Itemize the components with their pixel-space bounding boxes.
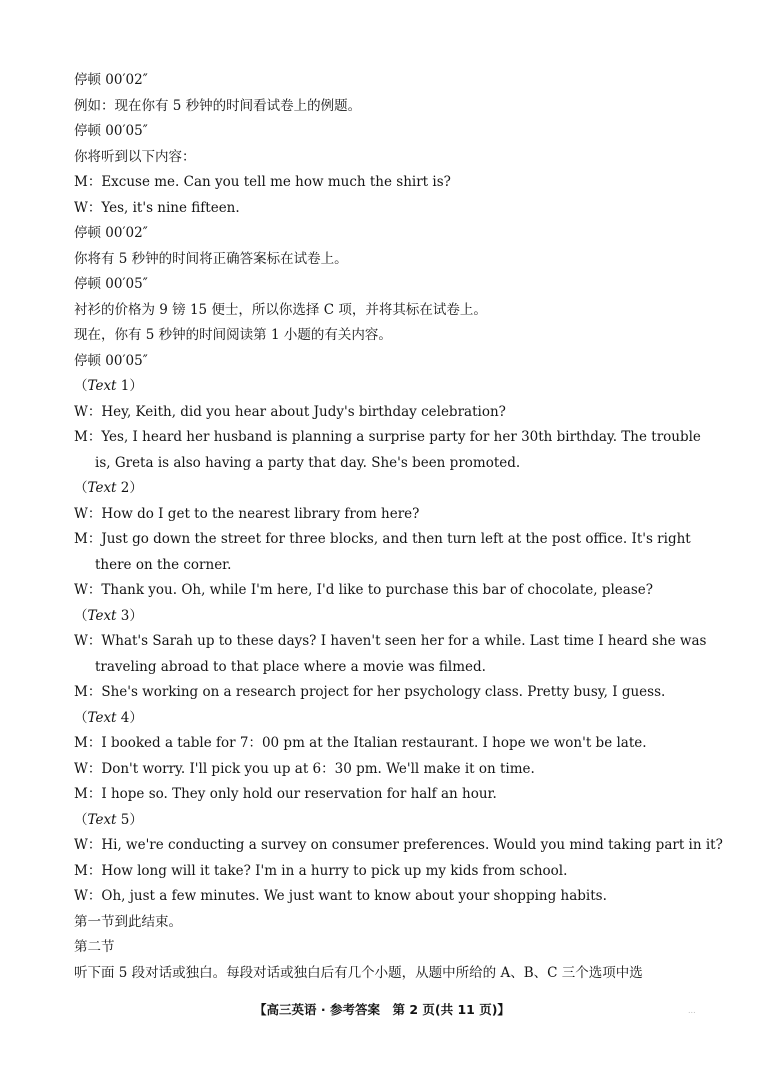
pause-line: 停顿 00′02″ [74,72,148,88]
dialogue-line: W：Thank you. Oh, while I'm here, I'd like to purchase this bar of chocolate, please? [74,582,653,598]
text-4-label: （Text 4） [74,710,143,726]
dialogue-line: M：I booked a table for 7：00 pm at the Italian restaurant. I hope we won't be late. [74,735,647,751]
dialogue-continuation: there on the corner. [95,557,232,573]
dialogue-line: W：Don't worry. I'll pick you up at 6：30 pm. We'll make it on time. [74,761,535,777]
text-5-label: （Text 5） [74,812,143,828]
dialogue-line: M：Excuse me. Can you tell me how much the shirt is? [74,174,451,190]
text-2-label: （Text 2） [74,480,143,496]
text-1-label: （Text 1） [74,378,143,394]
pause-line: 停顿 00′05″ [74,123,148,139]
instruction-line: 你将有 5 秒钟的时间将正确答案标在试卷上。 [74,251,348,267]
pause-line: 停顿 00′05″ [74,353,148,369]
dialogue-line: W：Hi, we're conducting a survey on consumer preferences. Would you mind taking part in it? [74,837,723,853]
section-heading: 第二节 [74,939,115,955]
dialogue-line: M：She's working on a research project for her psychology class. Pretty busy, I guess. [74,684,666,700]
section-end-line: 第一节到此结束。 [74,914,182,930]
dialogue-line: W：Hey, Keith, did you hear about Judy's birthday celebration? [74,404,506,420]
instruction-line: 你将听到以下内容： [74,149,196,165]
dialogue-line: M：Just go down the street for three blocks, and then turn left at the post office. It's right [74,531,691,547]
pause-line: 停顿 00′02″ [74,225,148,241]
explanation-line: 衬衫的价格为 9 镑 15 便士，所以你选择 C 项，并将其标在试卷上。 [74,302,487,318]
dialogue-continuation: is, Greta is also having a party that day. She's been promoted. [95,455,521,471]
dialogue-line: W：How do I get to the nearest library from here? [74,506,420,522]
dialogue-line: M：Yes, I heard her husband is planning a surprise party for her 30th birthday. The trouble [74,429,701,445]
dialogue-continuation: traveling abroad to that place where a movie was filmed. [95,659,486,675]
text-3-label: （Text 3） [74,608,143,624]
dialogue-line: W：Yes, it's nine fifteen. [74,200,240,216]
page-footer: 【高三英语 · 参考答案 第 2 页(共 11 页)】 [254,1002,510,1017]
pause-line: 停顿 00′05″ [74,276,148,292]
example-instruction: 例如：现在你有 5 秒钟的时间看试卷上的例题。 [74,98,362,114]
corner-mark: ... [688,1006,696,1015]
dialogue-line: M：How long will it take? I'm in a hurry to pick up my kids from school. [74,863,568,879]
instruction-line: 现在，你有 5 秒钟的时间阅读第 1 小题的有关内容。 [74,327,392,343]
dialogue-line: W：Oh, just a few minutes. We just want to know about your shopping habits. [74,888,607,904]
dialogue-line: M：I hope so. They only hold our reservation for half an hour. [74,786,497,802]
dialogue-line: W：What's Sarah up to these days? I haven't seen her for a while. Last time I heard she was [74,633,707,649]
instruction-line: 听下面 5 段对话或独白。每段对话或独白后有几个小题，从题中所给的 A、B、C 三个选项中选 [74,965,643,981]
